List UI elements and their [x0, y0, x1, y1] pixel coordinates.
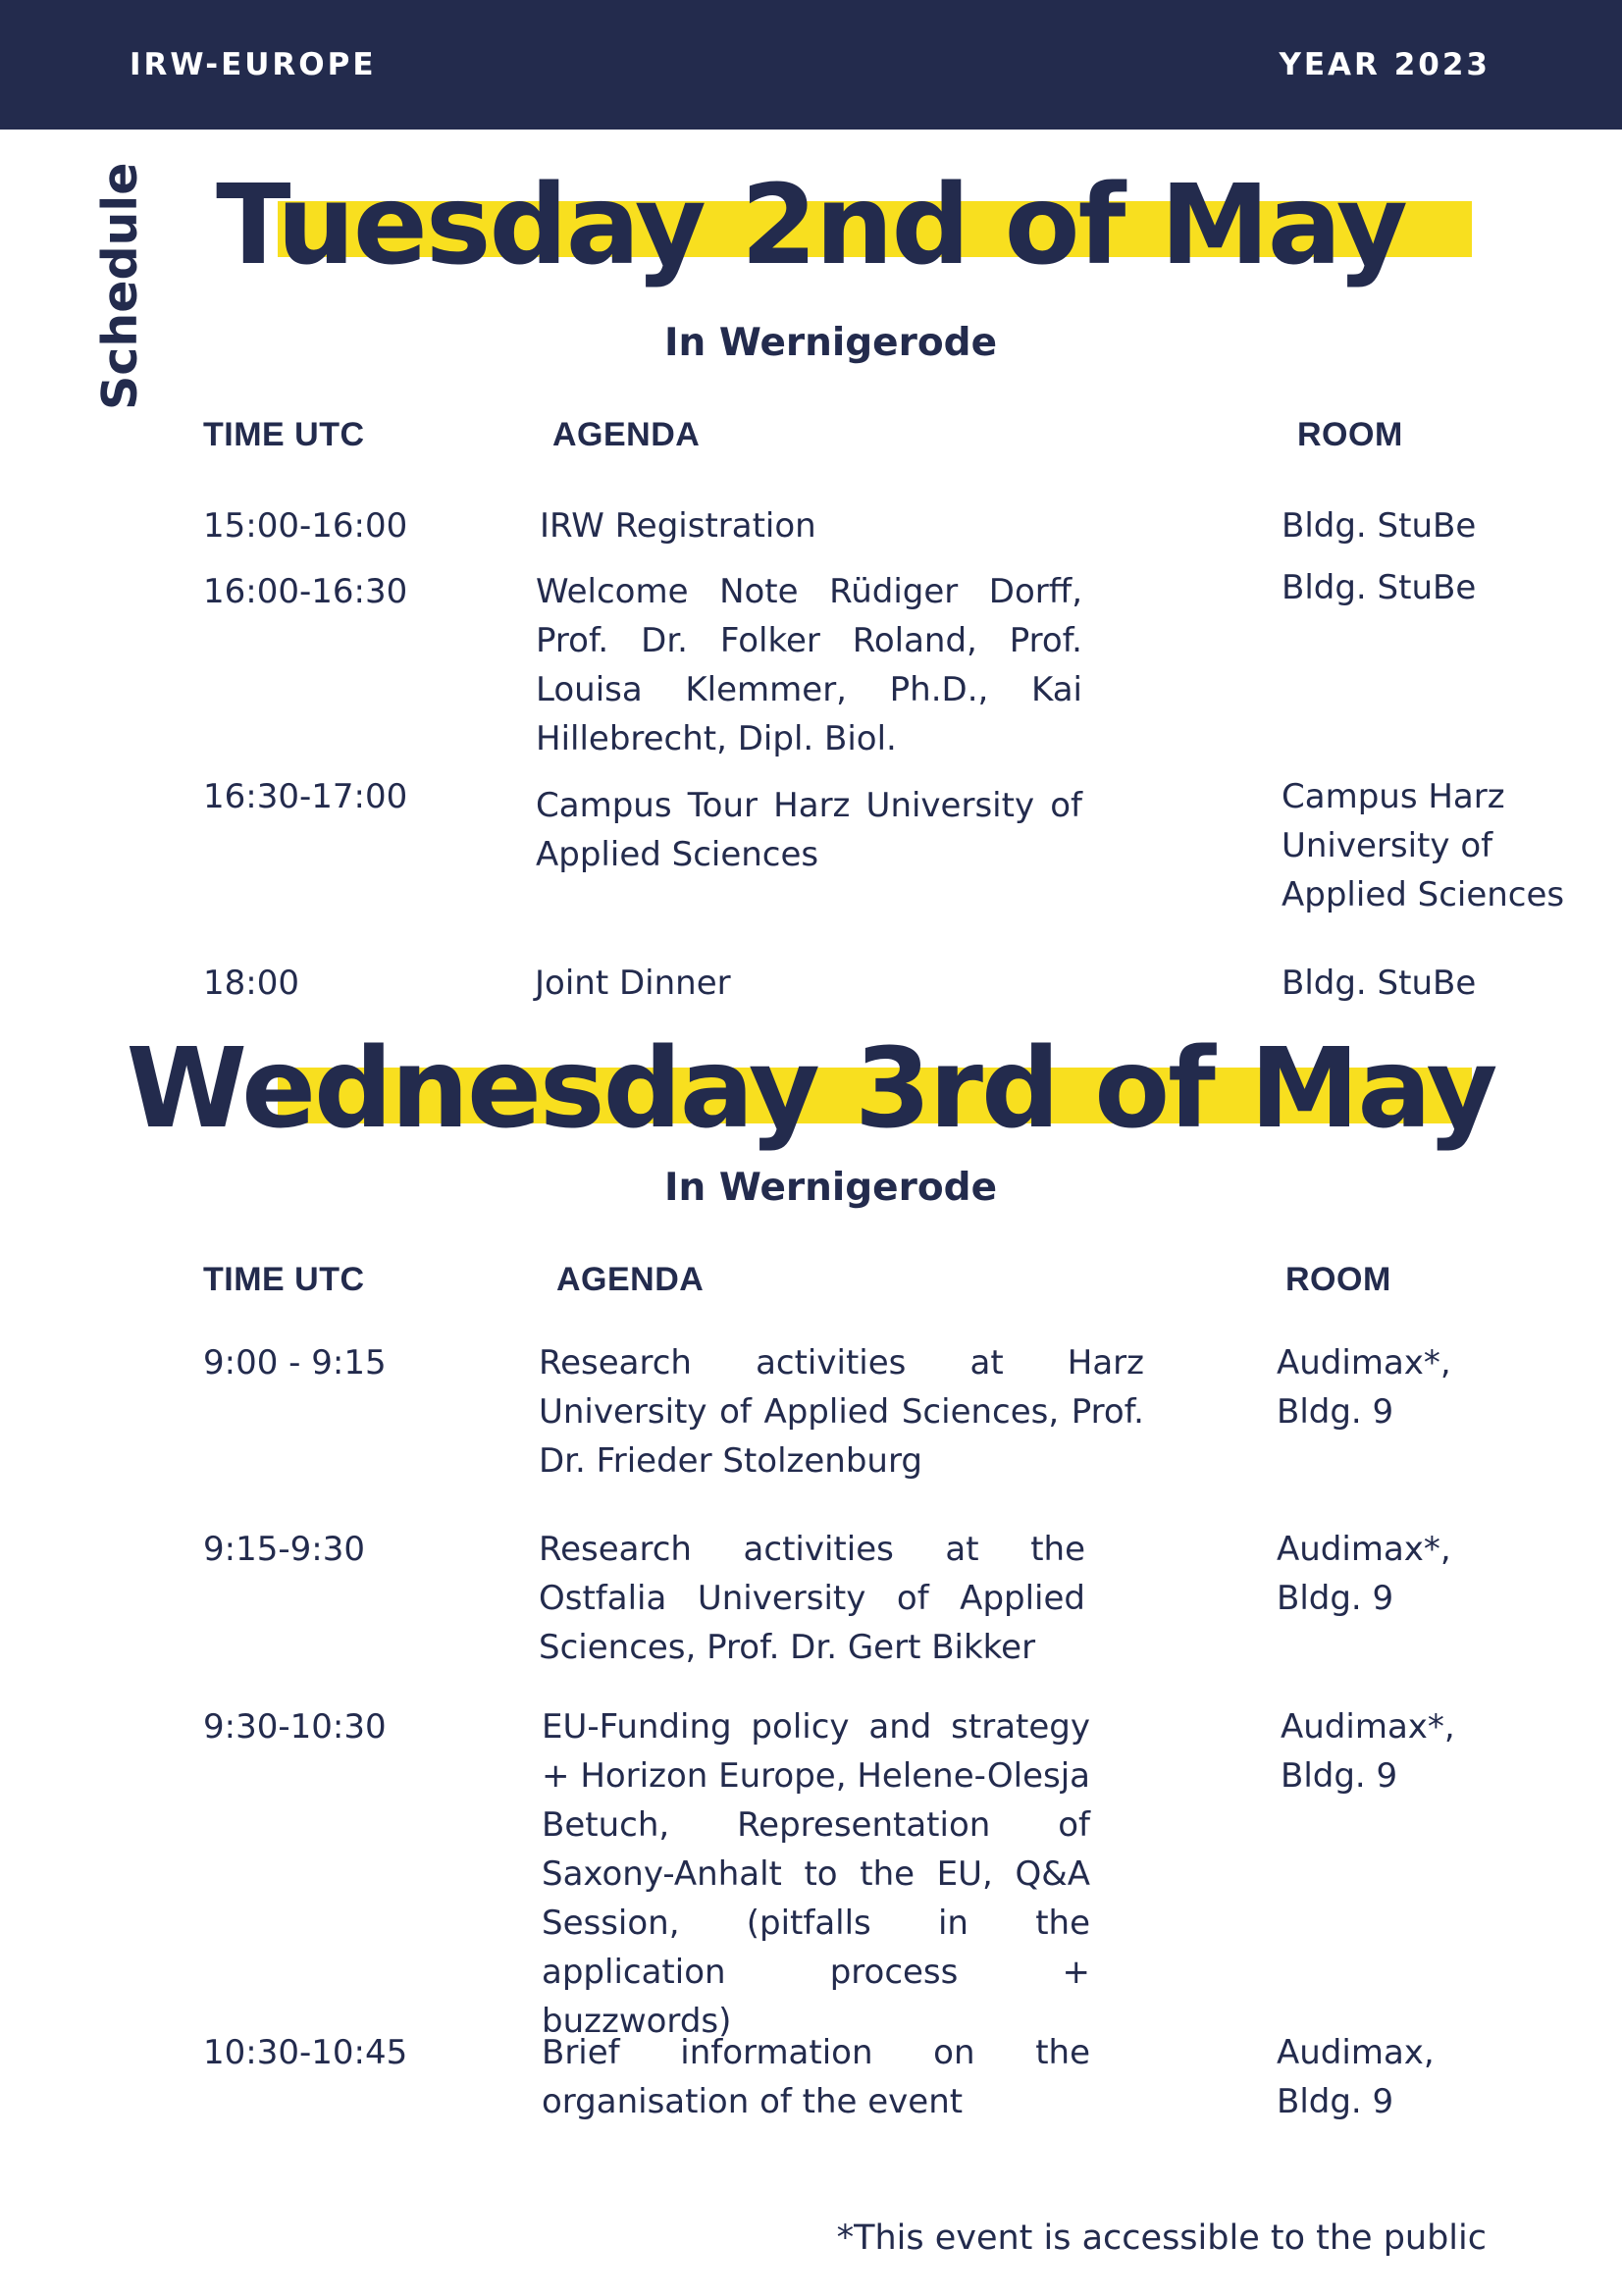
day1-row1-time: 15:00-16:00	[203, 506, 408, 546]
day2-row1-time: 9:00 - 9:15	[203, 1343, 387, 1383]
header-bar	[0, 0, 1622, 130]
day2-row2-room: Audimax*, Bldg. 9	[1277, 1530, 1451, 1618]
day1-row4-agenda: Joint Dinner	[535, 964, 731, 1003]
day2-header-agenda: AGENDA	[556, 1261, 705, 1298]
day2-header-time: TIME UTC	[203, 1261, 365, 1298]
day1-row4-time: 18:00	[203, 964, 299, 1003]
day1-row2-agenda: Welcome Note Rüdiger Dorff, Prof. Dr. Folker Roland, Prof. Louisa Klemmer, Ph.D., Kai Hillebrecht, Dipl. Biol.	[536, 572, 1082, 758]
brand-name: IRW-EUROPE	[130, 47, 377, 82]
day2-location: In Wernigerode	[663, 1166, 998, 1210]
day1-row2-time: 16:00-16:30	[203, 572, 408, 611]
day2-row4-room: Audimax, Bldg. 9	[1277, 2033, 1435, 2121]
day1-header-agenda: AGENDA	[552, 416, 701, 453]
day1-row3-time: 16:30-17:00	[203, 777, 408, 816]
day1-row1-room: Bldg. StuBe	[1282, 506, 1477, 546]
day2-row2-time: 9:15-9:30	[203, 1530, 365, 1569]
day1-row3-room: Campus Harz University of Applied Sciences	[1282, 777, 1565, 914]
day1-location: In Wernigerode	[663, 321, 998, 365]
footnote: *This event is accessible to the public	[836, 2218, 1487, 2258]
day2-row1-room: Audimax*, Bldg. 9	[1277, 1343, 1451, 1432]
day2-row4-time: 10:30-10:45	[203, 2033, 408, 2072]
day1-row3-agenda: Campus Tour Harz University of Applied Sciences	[536, 786, 1082, 874]
day1-title: Tuesday 2nd of May	[216, 162, 1406, 289]
day2-row3-room: Audimax*, Bldg. 9	[1281, 1707, 1455, 1796]
year-label: YEAR 2023	[1279, 47, 1491, 82]
day1-row4-room: Bldg. StuBe	[1282, 964, 1477, 1003]
day2-title: Wednesday 3rd of May	[126, 1025, 1496, 1153]
day2-header-room: ROOM	[1285, 1261, 1391, 1298]
day2-row1-agenda: Research activities at Harz University of Applied Sciences, Prof. Dr. Frieder Stolzenburg	[539, 1343, 1144, 1481]
day2-row2-agenda: Research activities at the Ostfalia University of Applied Sciences, Prof. Dr. Gert Bikker	[539, 1530, 1085, 1667]
schedule-side-label: Schedule	[92, 162, 148, 410]
day1-header-room: ROOM	[1297, 416, 1403, 453]
day1-row2-room: Bldg. StuBe	[1282, 568, 1477, 607]
day1-header-time: TIME UTC	[203, 416, 365, 453]
day1-row1-agenda: IRW Registration	[540, 506, 816, 546]
day2-row3-agenda: EU-Funding policy and strategy + Horizon Europe, Helene-Olesja Betuch, Representation of Saxony-Anhalt to the EU, Q&A Session, (pitfalls in the application process + buzzwords)	[542, 1707, 1090, 2041]
day2-row3-time: 9:30-10:30	[203, 1707, 387, 1747]
day2-row4-agenda: Brief information on the organisation of the event	[542, 2033, 1090, 2121]
